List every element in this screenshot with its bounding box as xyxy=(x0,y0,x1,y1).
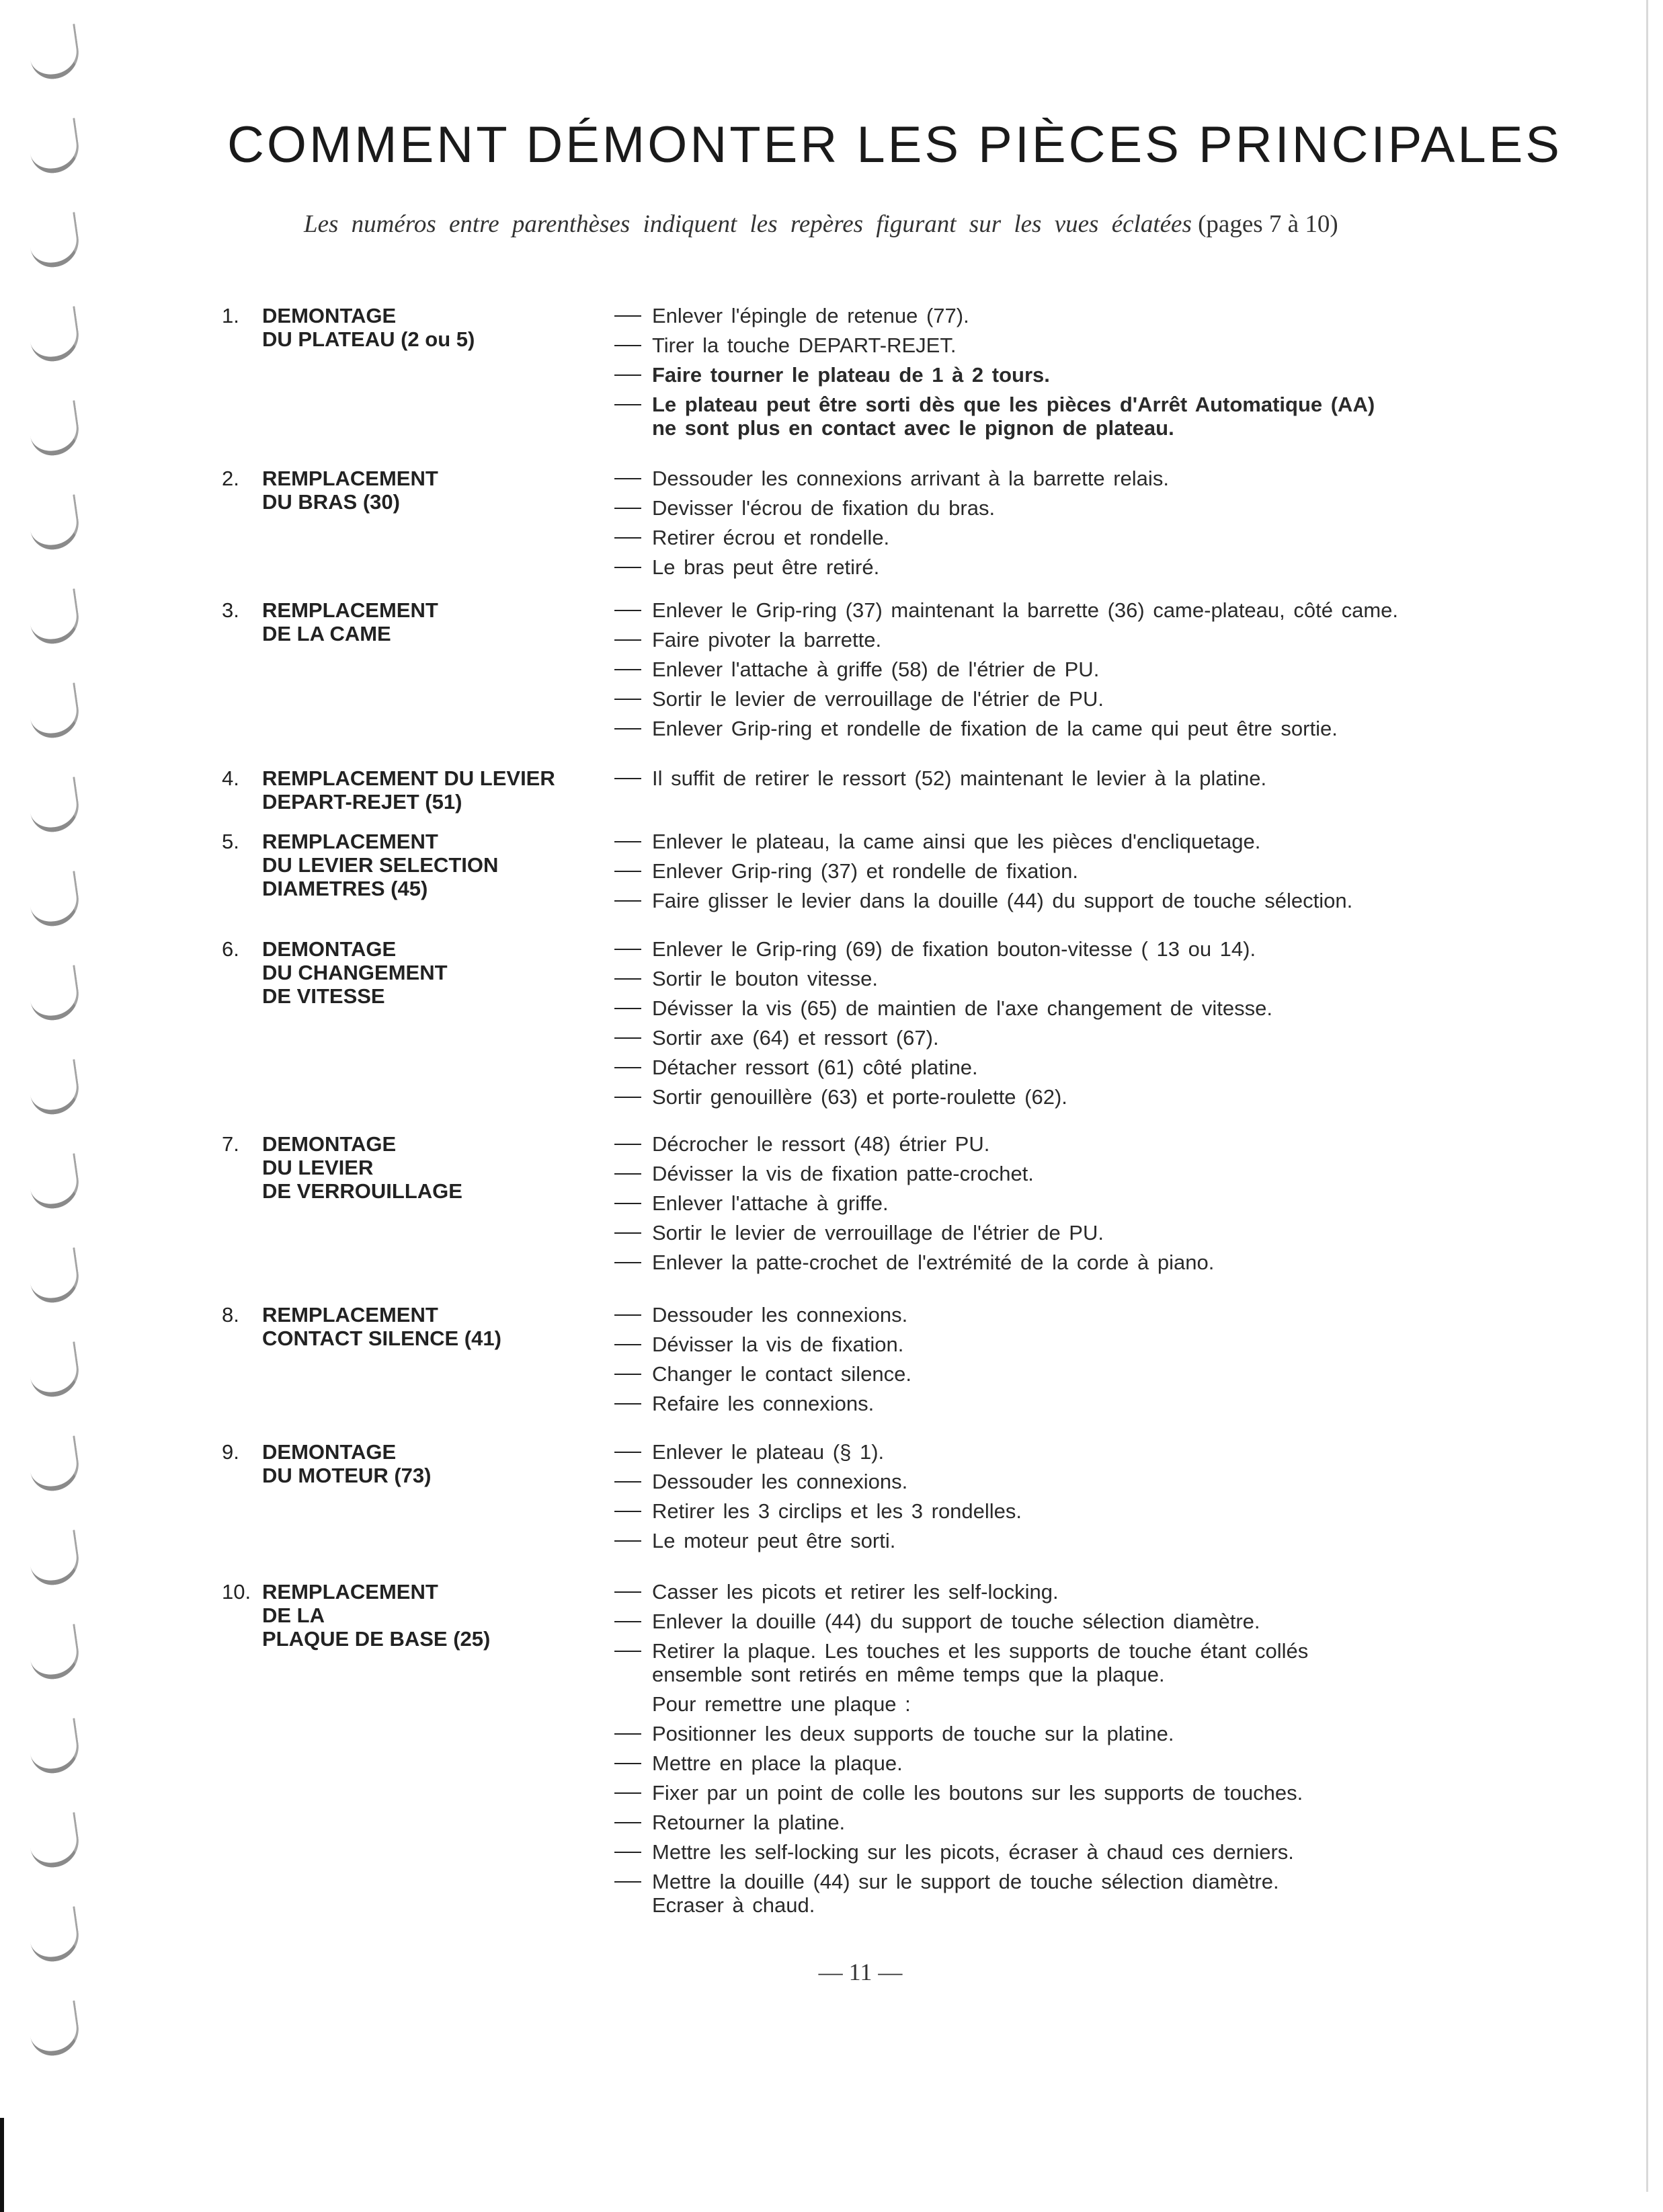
step-text: Faire glisser le levier dans la douille (44) du support de touche sélection. xyxy=(652,889,1353,912)
step-text: Enlever Grip-ring et rondelle de fixation de la came qui peut être sortie. xyxy=(652,717,1338,740)
section-steps xyxy=(614,467,1569,585)
section-number: 10. xyxy=(222,1580,251,1604)
step-item xyxy=(614,526,1569,549)
dash-bullet xyxy=(614,404,641,405)
binding-ring xyxy=(26,1718,82,1776)
binding-ring xyxy=(26,118,82,175)
step-text: Enlever la patte-crochet de l'extrémité de la corde à piano. xyxy=(652,1251,1215,1274)
section-steps xyxy=(614,1580,1569,1923)
step-item xyxy=(614,1056,1569,1079)
step-text: Enlever l'attache à griffe (58) de l'étrier de PU. xyxy=(652,658,1100,681)
binding-ring xyxy=(26,1341,82,1399)
step-text: Dévisser la vis de fixation patte-crochet. xyxy=(652,1162,1034,1185)
dash-bullet xyxy=(614,778,641,779)
binding-ring xyxy=(26,1624,82,1682)
step-item xyxy=(614,1529,1569,1552)
dash-bullet xyxy=(614,978,641,980)
step-text: Sortir le levier de verrouillage de l'étrier de PU. xyxy=(652,1221,1104,1245)
dash-bullet xyxy=(614,1203,641,1204)
section-number: 2. xyxy=(222,467,239,490)
step-text: Il suffit de retirer le ressort (52) maintenant le levier à la platine. xyxy=(652,766,1267,790)
section-steps xyxy=(614,1303,1569,1421)
section-steps xyxy=(614,598,1569,746)
step-item xyxy=(614,1499,1569,1523)
step-text: Le plateau peut être sorti dès que les pièces d'Arrêt Automatique (AA) ne sont plus en contact avec le pignon de plateau. xyxy=(652,393,1375,440)
step-text: Le bras peut être retiré. xyxy=(652,555,880,579)
section-steps xyxy=(614,304,1569,446)
binding-ring xyxy=(26,494,82,552)
step-item xyxy=(614,555,1569,579)
dash-bullet xyxy=(614,841,641,842)
section-number: 3. xyxy=(222,598,239,622)
section-steps xyxy=(614,937,1569,1115)
section-number: 1. xyxy=(222,304,239,327)
step-item xyxy=(614,1751,1569,1775)
step-item xyxy=(614,304,1569,327)
step-text: Enlever la douille (44) du support de touche sélection diamètre. xyxy=(652,1610,1260,1633)
step-text: Dessouder les connexions. xyxy=(652,1470,908,1493)
page-edge-shadow xyxy=(1646,0,1648,2192)
step-text: Sortir axe (64) et ressort (67). xyxy=(652,1026,939,1050)
binding-ring xyxy=(26,400,82,458)
step-item xyxy=(614,1085,1569,1109)
section-title: DEMONTAGE DU LEVIER DE VERROUILLAGE xyxy=(262,1132,462,1203)
step-text: Refaire les connexions. xyxy=(652,1392,875,1415)
dash-bullet xyxy=(614,508,641,509)
section-steps xyxy=(614,830,1569,918)
dash-bullet xyxy=(614,1232,641,1234)
dash-bullet xyxy=(614,1403,641,1405)
binding-ring xyxy=(26,1530,82,1587)
dash-bullet xyxy=(614,315,641,317)
dash-bullet xyxy=(614,669,641,670)
dash-bullet xyxy=(614,1822,641,1823)
step-text: Enlever l'épingle de retenue (77). xyxy=(652,304,969,327)
subtitle-page-range: (pages 7 à 10) xyxy=(1191,210,1338,238)
step-item xyxy=(614,496,1569,520)
step-item xyxy=(614,1362,1569,1386)
step-item xyxy=(614,1251,1569,1274)
dash-bullet xyxy=(614,1008,641,1009)
dash-bullet xyxy=(614,537,641,539)
step-text: Sortir le bouton vitesse. xyxy=(652,967,878,990)
step-item xyxy=(614,830,1569,853)
section-number: 8. xyxy=(222,1303,239,1327)
step-item xyxy=(614,1870,1569,1917)
step-text: Le moteur peut être sorti. xyxy=(652,1529,896,1552)
step-text: Retirer la plaque. Les touches et les supports de touche étant collés ensemble sont retirés en même temps que la plaque. xyxy=(652,1639,1309,1686)
dash-bullet xyxy=(614,1452,641,1453)
step-item xyxy=(614,1392,1569,1415)
binding-ring xyxy=(26,682,82,740)
section-title: DEMONTAGE DU PLATEAU (2 ou 5) xyxy=(262,304,475,351)
section-steps xyxy=(614,766,1569,796)
step-text: Retourner la platine. xyxy=(652,1811,846,1834)
step-item xyxy=(614,1303,1569,1327)
step-item xyxy=(614,467,1569,490)
step-text: Retirer écrou et rondelle. xyxy=(652,526,890,549)
dash-bullet xyxy=(614,1374,641,1375)
dash-bullet xyxy=(614,1733,641,1735)
step-item xyxy=(614,859,1569,883)
section-title: REMPLACEMENT CONTACT SILENCE (41) xyxy=(262,1303,501,1350)
step-item xyxy=(614,1722,1569,1745)
section-number: 5. xyxy=(222,830,239,853)
dash-bullet xyxy=(614,1037,641,1039)
step-item xyxy=(614,1470,1569,1493)
binding-ring xyxy=(26,588,82,646)
step-text: Enlever le plateau (§ 1). xyxy=(652,1440,885,1464)
section-number: 6. xyxy=(222,937,239,961)
step-text: Sortir genouillère (63) et porte-roulette (62). xyxy=(652,1085,1067,1109)
dash-bullet xyxy=(614,639,641,641)
step-text: Dessouder les connexions. xyxy=(652,1303,908,1327)
step-text: Dessouder les connexions arrivant à la barrette relais. xyxy=(652,467,1169,490)
step-item xyxy=(614,1811,1569,1834)
dash-bullet xyxy=(614,1144,641,1145)
step-text: Enlever le Grip-ring (37) maintenant la barrette (36) came-plateau, côté came. xyxy=(652,598,1398,622)
step-text: Fixer par un point de colle les boutons sur les supports de touches. xyxy=(652,1781,1303,1805)
step-text: Pour remettre une plaque : xyxy=(652,1692,911,1716)
spiral-binding xyxy=(20,27,94,2125)
section-title: REMPLACEMENT DE LA CAME xyxy=(262,598,438,645)
step-text: Retirer les 3 circlips et les 3 rondelles. xyxy=(652,1499,1022,1523)
step-text: Casser les picots et retirer les self-locking. xyxy=(652,1580,1059,1604)
step-text: Mettre en place la plaque. xyxy=(652,1751,903,1775)
binding-ring xyxy=(26,1435,82,1493)
dash-bullet xyxy=(614,1540,641,1542)
step-text: Devisser l'écrou de fixation du bras. xyxy=(652,496,996,520)
binding-ring xyxy=(26,1153,82,1211)
binding-ring xyxy=(26,306,82,364)
dash-bullet xyxy=(614,871,641,872)
binding-ring xyxy=(26,777,82,834)
step-item xyxy=(614,333,1569,357)
dash-bullet xyxy=(614,1792,641,1794)
step-text: Mettre la douille (44) sur le support de touche sélection diamètre. Ecraser à chaud. xyxy=(652,1870,1279,1917)
dash-bullet xyxy=(614,567,641,568)
step-item xyxy=(614,1221,1569,1245)
step-item xyxy=(614,1610,1569,1633)
step-text: Enlever Grip-ring (37) et rondelle de fixation. xyxy=(652,859,1078,883)
dash-bullet xyxy=(614,1067,641,1068)
binding-ring xyxy=(26,212,82,270)
dash-bullet xyxy=(614,1591,641,1593)
subtitle-italic: Les numéros entre parenthèses indiquent les repères figurant sur les vues éclatées xyxy=(304,210,1192,238)
dash-bullet xyxy=(614,1881,641,1883)
binding-ring xyxy=(26,1906,82,1964)
section-steps xyxy=(614,1132,1569,1280)
step-item xyxy=(614,363,1569,387)
step-item xyxy=(614,687,1569,711)
step-item xyxy=(614,1191,1569,1215)
step-item xyxy=(614,717,1569,740)
step-item xyxy=(614,1132,1569,1156)
step-text: Détacher ressort (61) côté platine. xyxy=(652,1056,978,1079)
step-text: Décrocher le ressort (48) étrier PU. xyxy=(652,1132,990,1156)
step-item xyxy=(614,1840,1569,1864)
step-text: Tirer la touche DEPART-REJET. xyxy=(652,333,957,357)
step-item xyxy=(614,628,1569,651)
dash-bullet xyxy=(614,345,641,346)
step-text: Enlever le plateau, la came ainsi que les pièces d'encliquetage. xyxy=(652,830,1261,853)
dash-bullet xyxy=(614,610,641,611)
binding-ring xyxy=(26,2000,82,2058)
step-item xyxy=(614,996,1569,1020)
step-text: Changer le contact silence. xyxy=(652,1362,911,1386)
dash-bullet xyxy=(614,1621,641,1622)
step-text: Faire tourner le plateau de 1 à 2 tours. xyxy=(652,363,1050,387)
section-number: 9. xyxy=(222,1440,239,1464)
step-item xyxy=(614,889,1569,912)
step-item xyxy=(614,1440,1569,1464)
step-item xyxy=(614,766,1569,790)
dash-bullet xyxy=(614,1173,641,1175)
step-item xyxy=(614,1026,1569,1050)
step-text: Mettre les self-locking sur les picots, écraser à chaud ces derniers. xyxy=(652,1840,1294,1864)
binding-ring xyxy=(26,1247,82,1305)
section-title: REMPLACEMENT DU LEVIER SELECTION DIAMETRES (45) xyxy=(262,830,499,900)
section-title: REMPLACEMENT DU LEVIER DEPART-REJET (51) xyxy=(262,766,555,814)
dash-bullet xyxy=(614,1097,641,1098)
binding-ring xyxy=(26,871,82,929)
binding-ring xyxy=(26,1812,82,1870)
binding-ring xyxy=(26,965,82,1023)
dash-bullet xyxy=(614,1651,641,1652)
page-number: — 11 — xyxy=(818,1959,903,1985)
step-item xyxy=(614,658,1569,681)
step-text: Dévisser la vis de fixation. xyxy=(652,1333,904,1356)
dash-bullet xyxy=(614,728,641,729)
step-item xyxy=(614,1580,1569,1604)
dash-bullet xyxy=(614,478,641,479)
step-item xyxy=(614,1333,1569,1356)
step-text: Positionner les deux supports de touche sur la platine. xyxy=(652,1722,1174,1745)
dash-bullet xyxy=(614,1262,641,1263)
dash-bullet xyxy=(614,949,641,950)
section-number: 4. xyxy=(222,766,239,790)
step-item xyxy=(614,598,1569,622)
dash-bullet xyxy=(614,1481,641,1483)
step-item xyxy=(614,1781,1569,1805)
step-item xyxy=(614,1162,1569,1185)
section-number: 7. xyxy=(222,1132,239,1156)
dash-bullet xyxy=(614,900,641,902)
step-item xyxy=(614,1639,1569,1686)
dash-bullet xyxy=(614,1314,641,1316)
step-text: Sortir le levier de verrouillage de l'étrier de PU. xyxy=(652,687,1104,711)
binding-ring xyxy=(26,24,82,81)
section-steps xyxy=(614,1440,1569,1558)
dash-bullet xyxy=(614,699,641,700)
step-text: Faire pivoter la barrette. xyxy=(652,628,882,651)
dash-bullet xyxy=(614,1763,641,1764)
dash-bullet xyxy=(614,1344,641,1345)
step-text: Dévisser la vis (65) de maintien de l'axe changement de vitesse. xyxy=(652,996,1272,1020)
binding-ring xyxy=(26,1059,82,1117)
scan-edge-mark xyxy=(0,2118,4,2212)
step-item xyxy=(614,393,1569,440)
dash-bullet xyxy=(614,1852,641,1853)
step-text: Enlever le Grip-ring (69) de fixation bouton-vitesse ( 13 ou 14). xyxy=(652,937,1256,961)
page-subtitle xyxy=(304,210,1520,239)
dash-bullet xyxy=(614,374,641,376)
section-title: REMPLACEMENT DU BRAS (30) xyxy=(262,467,438,514)
section-title: DEMONTAGE DU CHANGEMENT DE VITESSE xyxy=(262,937,448,1008)
step-item xyxy=(614,1692,1569,1716)
page-title: COMMENT DÉMONTER LES PIÈCES PRINCIPALES xyxy=(227,116,1562,173)
step-text: Enlever l'attache à griffe. xyxy=(652,1191,889,1215)
dash-bullet xyxy=(614,1511,641,1512)
step-item xyxy=(614,967,1569,990)
section-title: REMPLACEMENT DE LA PLAQUE DE BASE (25) xyxy=(262,1580,491,1651)
section-title: DEMONTAGE DU MOTEUR (73) xyxy=(262,1440,432,1487)
step-item xyxy=(614,937,1569,961)
